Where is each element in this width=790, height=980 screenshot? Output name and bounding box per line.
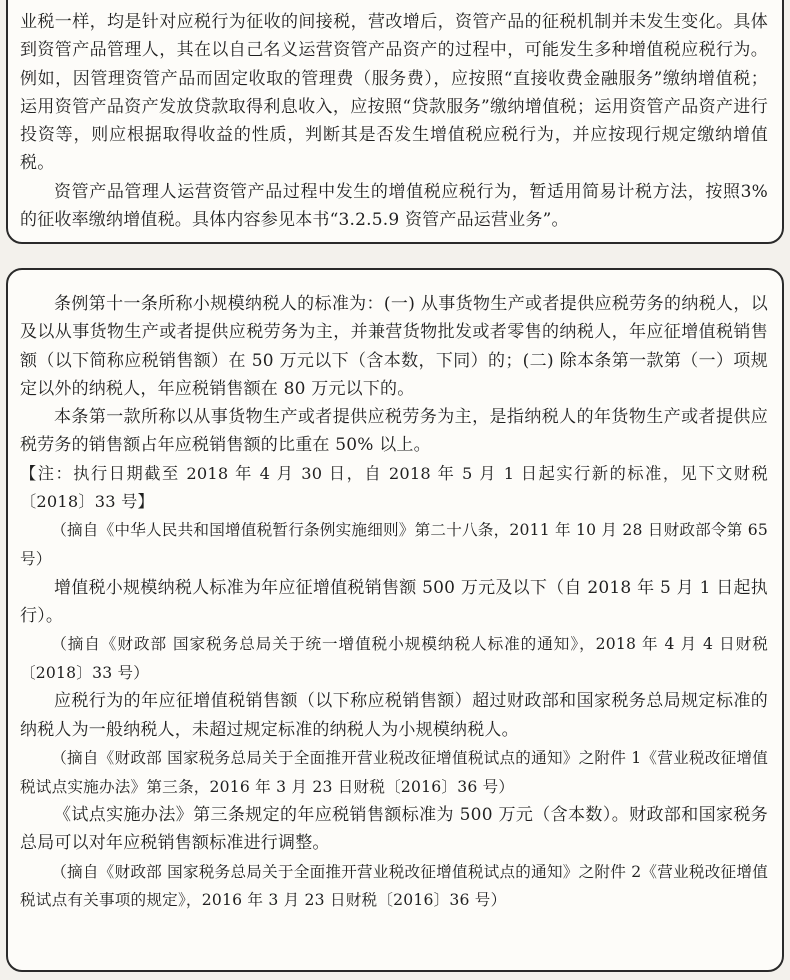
note-effective-date: 【注：执行日期截至 2018 年 4 月 30 日，自 2018 年 5 月 1 日起实行新的标准，见下文财税〔2018〕33 号】 [20,463,768,512]
paragraph-general-taxpayer-definition: 应税行为的年应征增值税销售额（以下称应税销售额）超过财政部和国家税务总局规定标准的纳税人为一般纳税人，未超过规定标准的纳税人为小规模纳税人。 [20,691,768,740]
paragraph-small-scale-standard: 条例第十一条所称小规模纳税人的标准为：(一) 从事货物生产或者提供应税劳务的纳税人，以及以从事货物生产或者提供应税劳务为主，并兼营货物批发或者零售的纳税人，年应征增值税销售额（以下简称应税销售额）在 50 万元以下（含本数，下同）的；(二) 除本条第一款第（一）项规定以外的纳税人，年应税销售额在 80 万元以下的。 [20,294,768,399]
source-citation-implementation-rules: （摘自《中华人民共和国增值税暂行条例实施细则》第二十八条，2011 年 10 月 28 日财政部令第 65 号） [20,521,768,568]
paragraph-new-500k-standard: 增值税小规模纳税人标准为年应征增值税销售额 500 万元及以下（自 2018 年 5 月 1 日起执行）。 [20,577,768,626]
bottom-text-card [6,268,784,972]
paragraph-simple-tax-method: 资管产品管理人运营资管产品过程中发生的增值税应税行为，暂适用简易计税方法，按照3%的征收率缴纳增值税。具体内容参见本书“3.2.5.9 资管产品运营业务”。 [20,181,768,231]
paragraph-pilot-measures-standard: 《试点实施办法》第三条规定的年应税销售额标准为 500 万元（含本数）。财政部和国家税务总局可以对年应税销售额标准进行调整。 [20,805,768,854]
paragraph-production-main-business: 本条第一款所称以从事货物生产或者提供应税劳务为主，是指纳税人的年货物生产或者提供应税劳务的销售额占年应税销售额的比重在 50% 以上。 [20,407,768,456]
source-citation-annex-2: （摘自《财政部 国家税务总局关于全面推开营业税改征增值税试点的通知》之附件 2《营业税改征增值税试点有关事项的规定》，2016 年 3 月 23 日财税〔2016〕36 号） [20,862,768,910]
paragraph-vat-asset-management: 业税一样，均是针对应税行为征收的间接税，营改增后，资管产品的征税机制并未发生变化。具体到资管产品管理人，其在以自己名义运营资管产品资产的过程中，可能发生多种增值税应税行为。例如，因管理资管产品而固定收取的管理费（服务费），应按照“直接收费金融服务”缴纳增值税；运用资管产品资产发放贷款取得利息收入，应按照“贷款服务”缴纳增值税；运用资管产品资产进行投资等，则应根据取得收益的性质，判断其是否发生增值税应税行为，并应按现行规定缴纳增值税。 [20,12,768,174]
top-text-card [6,0,784,244]
source-citation-caishui-2018-33: （摘自《财政部 国家税务总局关于统一增值税小规模纳税人标准的通知》，2018 年 4 月 4 日财税〔2018〕33 号） [20,635,768,682]
source-citation-annex-1: （摘自《财政部 国家税务总局关于全面推开营业税改征增值税试点的通知》之附件 1《营业税改征增值税试点实施办法》第三条，2016 年 3 月 23 日财税〔2016〕36 号） [20,748,768,796]
